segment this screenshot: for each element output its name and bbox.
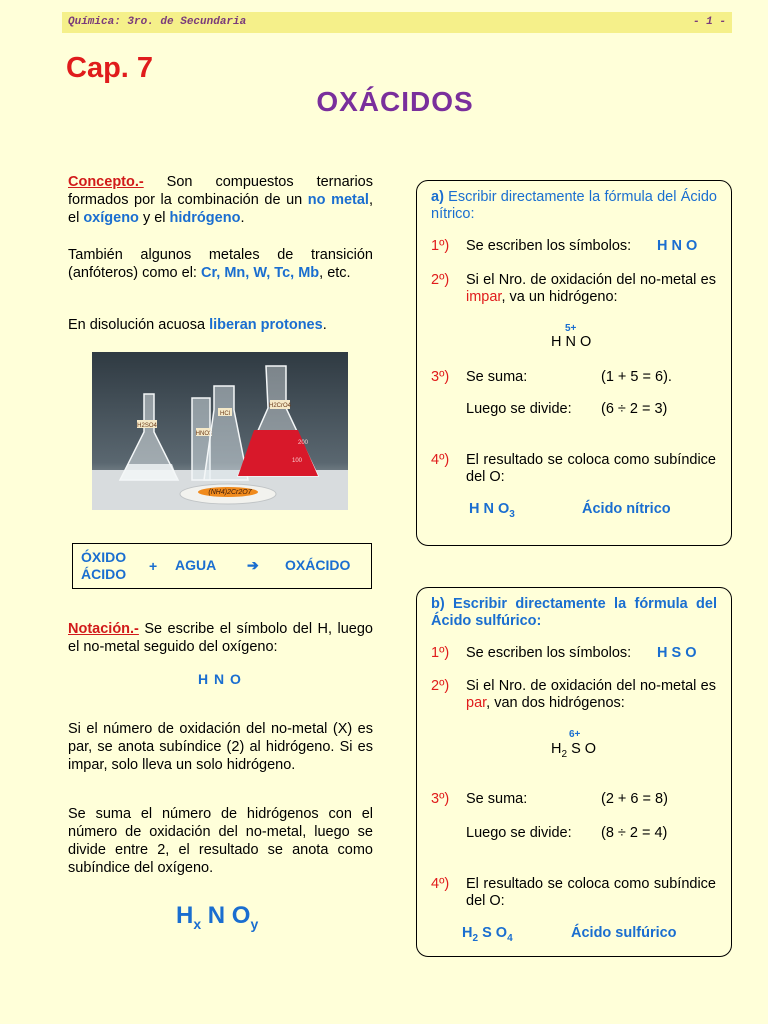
concepto-oxigeno: oxígeno	[83, 210, 139, 226]
notacion-label: Notación.-	[68, 621, 139, 637]
general-equation-box	[72, 543, 372, 589]
example-box-acido-nitrico	[416, 180, 732, 546]
box-b-step2-number: 2º)	[431, 678, 450, 694]
box-a-step3-text: Se suma:	[466, 369, 528, 385]
eq-oxido: ÓXIDO	[81, 549, 127, 565]
photo-label-a: H2SO4	[137, 423, 157, 429]
box-a-label: a)	[431, 189, 444, 205]
box-b-f-so: S O	[567, 741, 597, 757]
photo-label-f: 200	[298, 440, 309, 446]
box-b-step3-sum: (2 + 6 = 8)	[601, 791, 668, 807]
box-b-answer-name: Ácido sulfúrico	[571, 925, 677, 941]
concepto-text-4: .	[240, 210, 245, 226]
page-title: OXÁCIDOS	[316, 86, 474, 117]
box-a-formula-hno: H N O	[551, 334, 592, 350]
flasks-illustration	[92, 352, 348, 510]
box-a-step2-b: , va un hidrógeno:	[501, 289, 618, 305]
tambien-text-2: , etc.	[319, 265, 351, 281]
disolucion-paragraph	[68, 316, 373, 334]
eq-plus: +	[149, 558, 158, 574]
eq-oxacido: OXÁCIDO	[285, 557, 351, 573]
box-a-step3-number: 3º)	[431, 369, 450, 385]
suma-paragraph: Se suma el número de hidrógenos con el número de oxidación del no-metal, luego se divide entre 2, el resultado se anota como subíndice del oxígeno.	[68, 806, 373, 876]
header-course: Química: 3ro. de Secundaria	[68, 16, 247, 28]
box-a-step4-text: El resultado se coloca como subíndice del O:	[466, 452, 716, 485]
chapter-number: Cap. 7	[66, 52, 154, 84]
photo-label-c: HCl	[220, 411, 230, 417]
concepto-label: Concepto.-	[68, 174, 144, 190]
box-a-answer-sub: 3	[509, 508, 515, 520]
concepto-text-3: y el	[138, 210, 170, 226]
box-b-step1-text: Se escriben los símbolos:	[466, 645, 632, 661]
box-b-step1-number: 1º)	[431, 645, 450, 661]
eq-agua: AGUA	[175, 557, 217, 573]
box-b-step3-divide: (8 ÷ 2 = 4)	[601, 825, 668, 841]
box-a-answer-hno: H N O	[469, 501, 510, 517]
box-b-title: b) Escribir directamente la fórmula del Ácido sulfúrico:	[431, 596, 717, 629]
par-impar-paragraph: Si el número de oxidación del no-metal (X) es par, se anota subíndice (2) al hidrógeno. Si es impar, solo lleva un solo hidrógeno.	[68, 721, 373, 773]
formula-sub-y: y	[250, 915, 259, 932]
box-a-step3-sum: (1 + 5 = 6).	[601, 369, 672, 385]
photo-label-e: (NH4)2Cr2O7	[208, 489, 252, 496]
tambien-text-1: También algunos metales de transición (anfóteros) como el:	[68, 247, 373, 281]
page-header	[62, 12, 732, 33]
box-b-answer-formula	[462, 925, 513, 944]
photo-label-g: 100	[292, 458, 303, 464]
box-b-answer-h: H	[462, 925, 473, 941]
concepto-no-metal: no metal	[307, 192, 369, 208]
notation-formula: H N O	[198, 671, 242, 687]
formula-no: N O	[201, 902, 251, 929]
box-a-step4-number: 4º)	[431, 452, 450, 468]
box-b-step3-text: Se suma:	[466, 791, 528, 807]
formula-h: H	[176, 902, 194, 929]
box-a-step2-impar: impar	[466, 289, 502, 305]
concepto-hidrogeno: hidrógeno	[169, 210, 241, 226]
box-b-answer-sub1: 2	[472, 932, 479, 944]
notacion-paragraph	[68, 620, 373, 656]
eq-arrow-icon: ➔	[247, 557, 259, 573]
example-box-acido-sulfurico	[416, 587, 732, 957]
box-a-step2-a: Si el Nro. de oxidación del no-metal es	[466, 272, 716, 288]
box-a-answer-name: Ácido nítrico	[582, 501, 671, 517]
notacion-text: Se escribe el símbolo del H, luego el no-metal seguido del oxígeno:	[68, 621, 373, 655]
box-a-step1-text: Se escriben los símbolos:	[466, 238, 632, 254]
general-formula	[176, 902, 258, 932]
box-a-answer-formula	[469, 501, 515, 520]
box-b-step3-number: 3º)	[431, 791, 450, 807]
box-b-formula-h2so	[551, 741, 596, 763]
box-a-step3-divide-text: Luego se divide:	[466, 401, 572, 417]
box-b-oxidation-number: 6+	[569, 729, 581, 740]
box-b-step2-a: Si el Nro. de oxidación del no-metal es	[466, 678, 716, 694]
box-b-step2-b: , van dos hidrógenos:	[486, 695, 625, 711]
disolucion-text-1: En disolución acuosa	[68, 317, 210, 333]
formula-sub-x: x	[193, 915, 202, 932]
box-b-f-sub: 2	[561, 748, 568, 760]
box-a-title	[431, 189, 717, 223]
photo-label-d: H2CrO4	[268, 403, 292, 409]
box-a-title-text: Escribir directamente la fórmula del Ácido nítrico:	[431, 189, 717, 222]
box-b-answer-sub2: 4	[507, 932, 513, 944]
photo-label-b: HNO3	[195, 431, 213, 437]
box-b-step2-par: par	[466, 695, 487, 711]
concepto-paragraph	[68, 173, 373, 227]
box-a-step2-number: 2º)	[431, 272, 450, 288]
box-b-step2-text	[466, 678, 716, 712]
box-b-step4-number: 4º)	[431, 876, 450, 892]
box-b-step3-divide-text: Luego se divide:	[466, 825, 572, 841]
box-a-step1-symbols: H N O	[657, 238, 698, 254]
eq-acido: ÁCIDO	[81, 566, 127, 582]
box-b-answer-so: S O	[478, 925, 508, 941]
box-a-step2-text	[466, 272, 716, 306]
lab-flasks-photo	[92, 352, 348, 510]
box-a-oxidation-number: 5+	[565, 323, 577, 334]
concepto-text-1: Son compuestos ternarios formados por la combinación de un	[68, 174, 373, 208]
tambien-paragraph	[68, 246, 373, 282]
box-a-step1-number: 1º)	[431, 238, 450, 254]
disolucion-text-2: .	[322, 317, 327, 333]
header-page-number: - 1 -	[692, 16, 726, 28]
tambien-metals: Cr, Mn, W, Tc, Mb	[200, 265, 320, 281]
concepto-text-2: , el	[68, 192, 373, 226]
box-b-step4-text: El resultado se coloca como subíndice del O:	[466, 876, 716, 909]
box-b-f-h: H	[551, 741, 562, 757]
box-b-step1-symbols: H S O	[657, 645, 697, 661]
disolucion-highlight: liberan protones	[209, 317, 323, 333]
box-a-step3-divide: (6 ÷ 2 = 3)	[601, 401, 668, 417]
